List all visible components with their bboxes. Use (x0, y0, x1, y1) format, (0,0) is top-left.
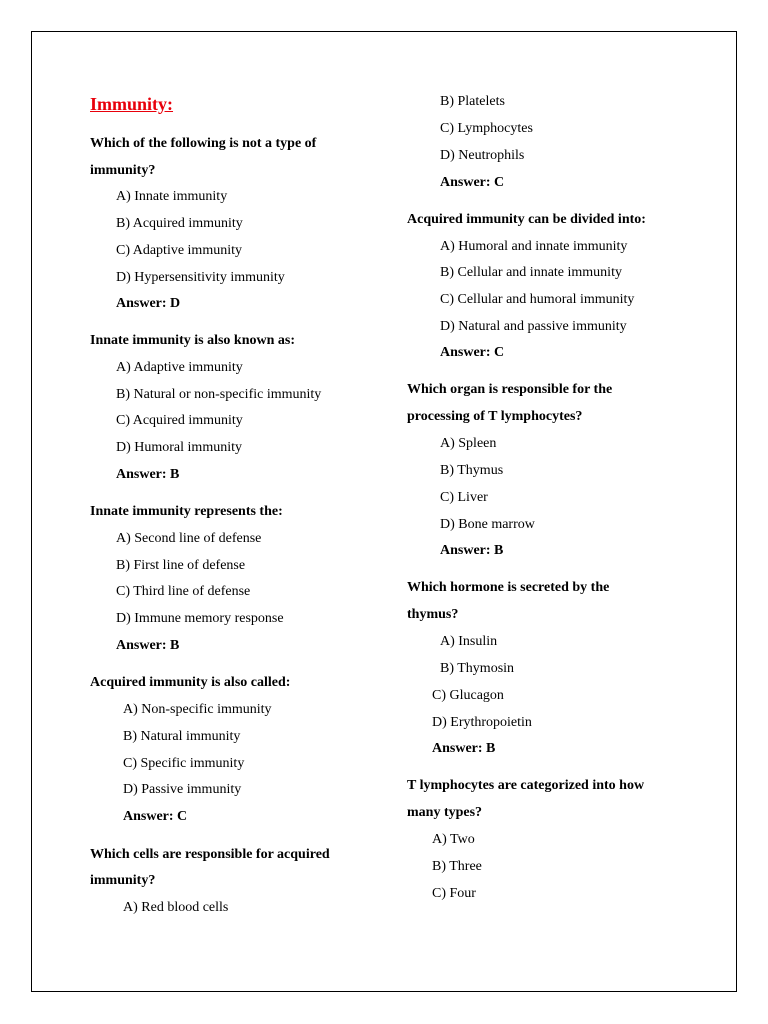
correct-answer: Answer: B (432, 741, 496, 756)
question-text: immunity? (90, 163, 156, 178)
answer-option: B) Cellular and innate immunity (440, 265, 622, 280)
question-text: Which cells are responsible for acquired (90, 847, 330, 862)
question-text: T lymphocytes are categorized into how (407, 778, 645, 793)
answer-option: B) Natural immunity (123, 729, 241, 744)
question-text: many types? (407, 805, 483, 820)
question-text: immunity? (90, 873, 156, 888)
correct-answer: Answer: C (440, 345, 505, 360)
question-text: Innate immunity represents the: (90, 504, 283, 519)
correct-answer: Answer: C (123, 809, 188, 824)
answer-option: D) Erythropoietin (432, 715, 532, 730)
answer-option: A) Second line of defense (116, 531, 262, 546)
answer-option: B) Natural or non-specific immunity (116, 387, 322, 402)
answer-option: A) Spleen (440, 436, 497, 451)
answer-option: B) Thymus (440, 463, 504, 478)
correct-answer: Answer: D (116, 296, 181, 311)
answer-option: A) Red blood cells (123, 900, 229, 915)
answer-option: D) Neutrophils (440, 148, 525, 163)
question-text: thymus? (407, 607, 459, 622)
answer-option: D) Immune memory response (116, 611, 284, 626)
answer-option: A) Humoral and innate immunity (440, 239, 628, 254)
answer-option: B) Three (432, 859, 482, 874)
correct-answer: Answer: C (440, 175, 505, 190)
answer-option: C) Acquired immunity (116, 413, 243, 428)
answer-option: A) Two (432, 832, 475, 847)
answer-option: B) Platelets (440, 94, 505, 109)
answer-option: D) Passive immunity (123, 782, 242, 797)
correct-answer: Answer: B (440, 543, 504, 558)
answer-option: C) Specific immunity (123, 756, 245, 771)
answer-option: B) Thymosin (440, 661, 515, 676)
answer-option: D) Bone marrow (440, 517, 535, 532)
answer-option: A) Insulin (440, 634, 498, 649)
question-text: Which of the following is not a type of (90, 136, 317, 151)
page-title: Immunity: (90, 94, 174, 114)
question-text: Innate immunity is also known as: (90, 333, 295, 348)
question-text: processing of T lymphocytes? (407, 409, 583, 424)
answer-option: B) First line of defense (116, 558, 246, 573)
answer-option: C) Glucagon (432, 688, 504, 703)
question-text: Which hormone is secreted by the (407, 580, 610, 595)
answer-option: C) Liver (440, 490, 488, 505)
answer-option: A) Innate immunity (116, 189, 228, 204)
answer-option: C) Cellular and humoral immunity (440, 292, 635, 307)
question-text: Which organ is responsible for the (407, 382, 613, 397)
correct-answer: Answer: B (116, 638, 180, 653)
answer-option: B) Acquired immunity (116, 216, 243, 231)
question-text: Acquired immunity can be divided into: (407, 212, 646, 227)
answer-option: A) Non-specific immunity (123, 702, 272, 717)
question-text: Acquired immunity is also called: (90, 675, 291, 690)
answer-option: A) Adaptive immunity (116, 360, 243, 375)
answer-option: C) Lymphocytes (440, 121, 533, 136)
answer-option: C) Third line of defense (116, 584, 251, 599)
answer-option: D) Natural and passive immunity (440, 319, 627, 334)
correct-answer: Answer: B (116, 467, 180, 482)
answer-option: C) Four (432, 886, 476, 901)
answer-option: C) Adaptive immunity (116, 243, 242, 258)
answer-option: D) Hypersensitivity immunity (116, 270, 285, 285)
answer-option: D) Humoral immunity (116, 440, 242, 455)
